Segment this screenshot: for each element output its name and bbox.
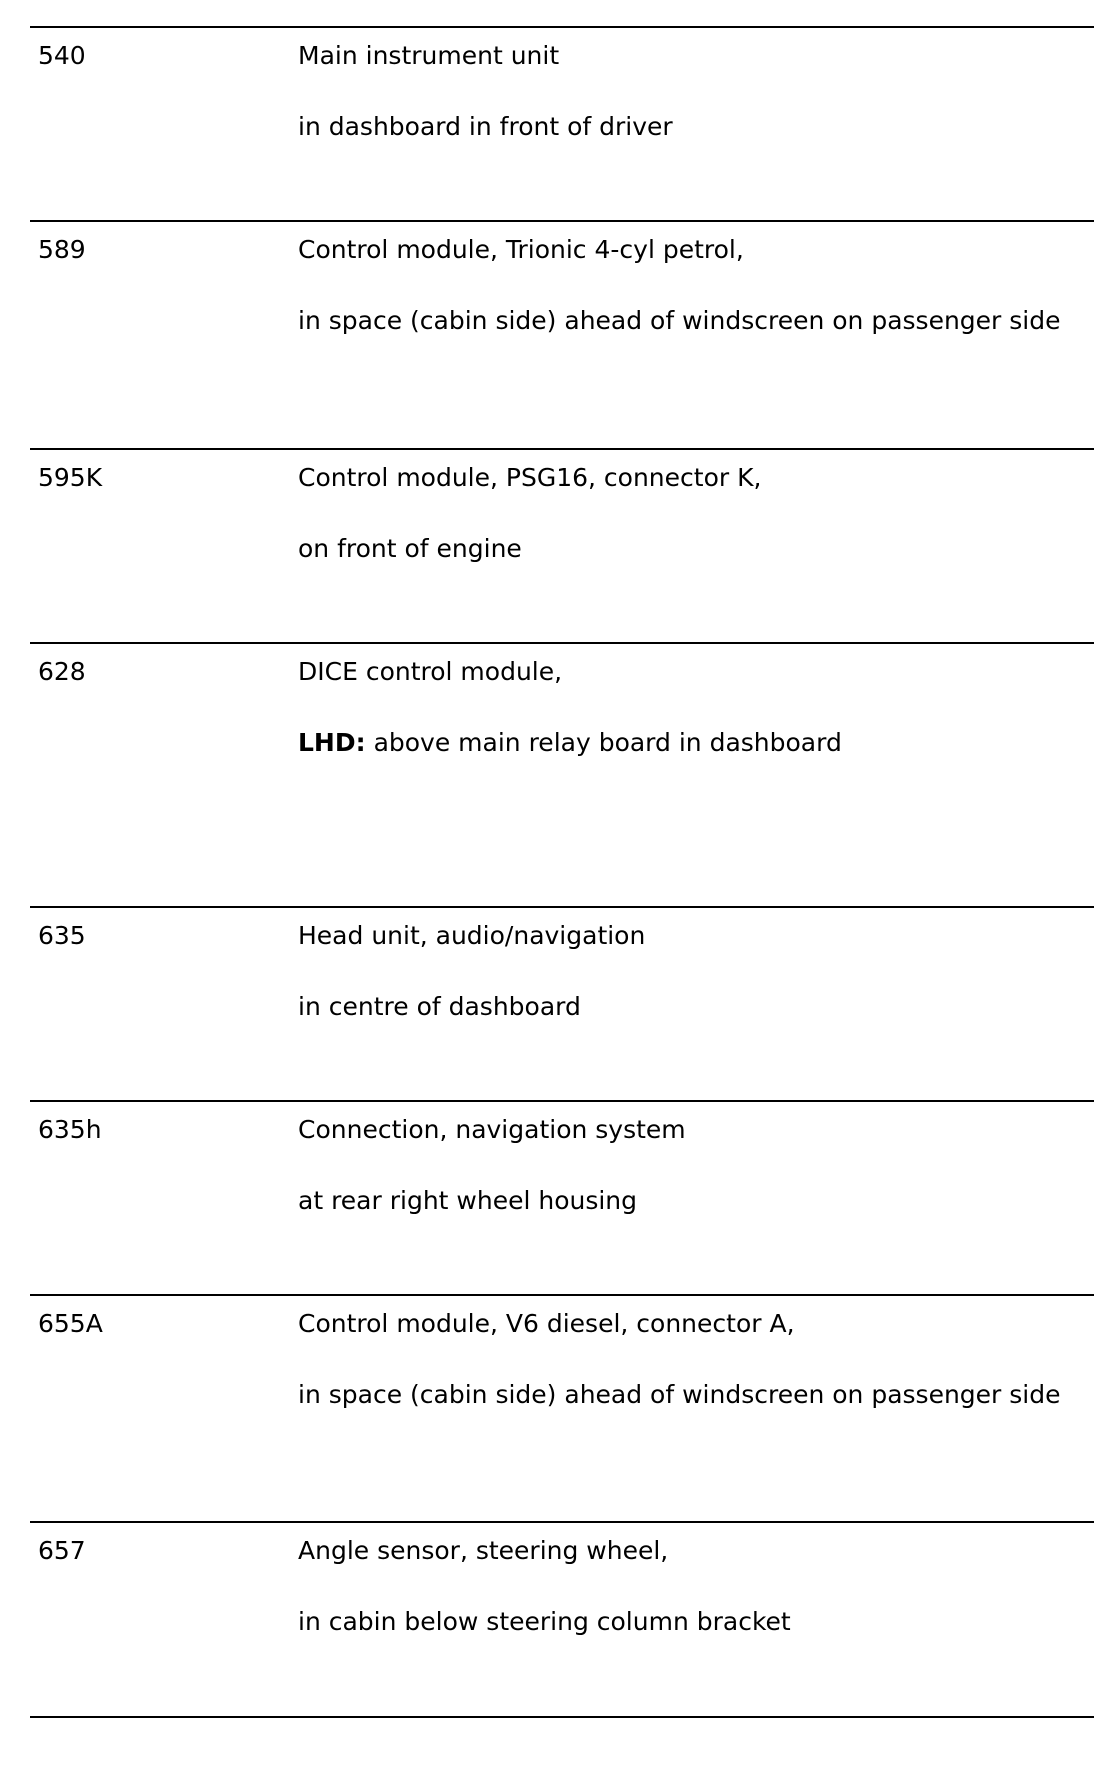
component-location-text: in space (cabin side) ahead of windscreen on passenger side — [298, 1380, 1061, 1409]
component-title: Control module, PSG16, connector K, — [298, 463, 762, 492]
component-description — [298, 40, 1088, 143]
component-code: 628 — [38, 657, 86, 686]
component-code: 657 — [38, 1536, 86, 1565]
component-code: 635h — [38, 1115, 102, 1144]
component-code: 635 — [38, 921, 86, 950]
table-row — [30, 906, 1094, 1100]
component-code: 589 — [38, 235, 86, 264]
component-description — [298, 1535, 1088, 1638]
component-location-text: in cabin below steering column bracket — [298, 1607, 791, 1636]
table-bottom-rule — [30, 1716, 1094, 1718]
table-row — [30, 26, 1094, 220]
component-location-text: in dashboard in front of driver — [298, 112, 673, 141]
component-location — [298, 532, 1088, 565]
component-location — [298, 110, 1088, 143]
component-code: 655A — [38, 1309, 103, 1338]
component-description — [298, 656, 1088, 759]
component-location-text: at rear right wheel housing — [298, 1186, 638, 1215]
component-title: Angle sensor, steering wheel, — [298, 1536, 669, 1565]
component-description — [298, 920, 1088, 1023]
component-code: 595K — [38, 463, 103, 492]
component-location — [298, 1184, 1088, 1217]
table-row — [30, 1294, 1094, 1521]
component-location — [298, 304, 1088, 337]
component-title: Connection, navigation system — [298, 1115, 686, 1144]
component-description — [298, 234, 1088, 337]
component-location — [298, 1378, 1088, 1411]
component-title: Main instrument unit — [298, 41, 560, 70]
component-title: Control module, V6 diesel, connector A, — [298, 1309, 795, 1338]
component-location — [298, 990, 1088, 1023]
component-location-text: above main relay board in dashboard — [373, 728, 842, 757]
component-code: 540 — [38, 41, 86, 70]
location-prefix: LHD: — [298, 728, 366, 757]
component-location-text: on front of engine — [298, 534, 522, 563]
component-description — [298, 1308, 1088, 1411]
component-title: DICE control module, — [298, 657, 563, 686]
component-description — [298, 462, 1088, 565]
table-row — [30, 1100, 1094, 1294]
component-description — [298, 1114, 1088, 1217]
component-title: Head unit, audio/navigation — [298, 921, 646, 950]
table-row — [30, 220, 1094, 448]
component-location — [298, 726, 1088, 759]
table-row — [30, 1521, 1094, 1716]
table-row — [30, 448, 1094, 642]
component-title: Control module, Trionic 4-cyl petrol, — [298, 235, 744, 264]
component-location — [298, 1605, 1088, 1638]
component-location-text: in space (cabin side) ahead of windscreen on passenger side — [298, 306, 1061, 335]
table-row — [30, 642, 1094, 906]
component-location-table — [30, 26, 1094, 1718]
component-location-text: in centre of dashboard — [298, 992, 581, 1021]
